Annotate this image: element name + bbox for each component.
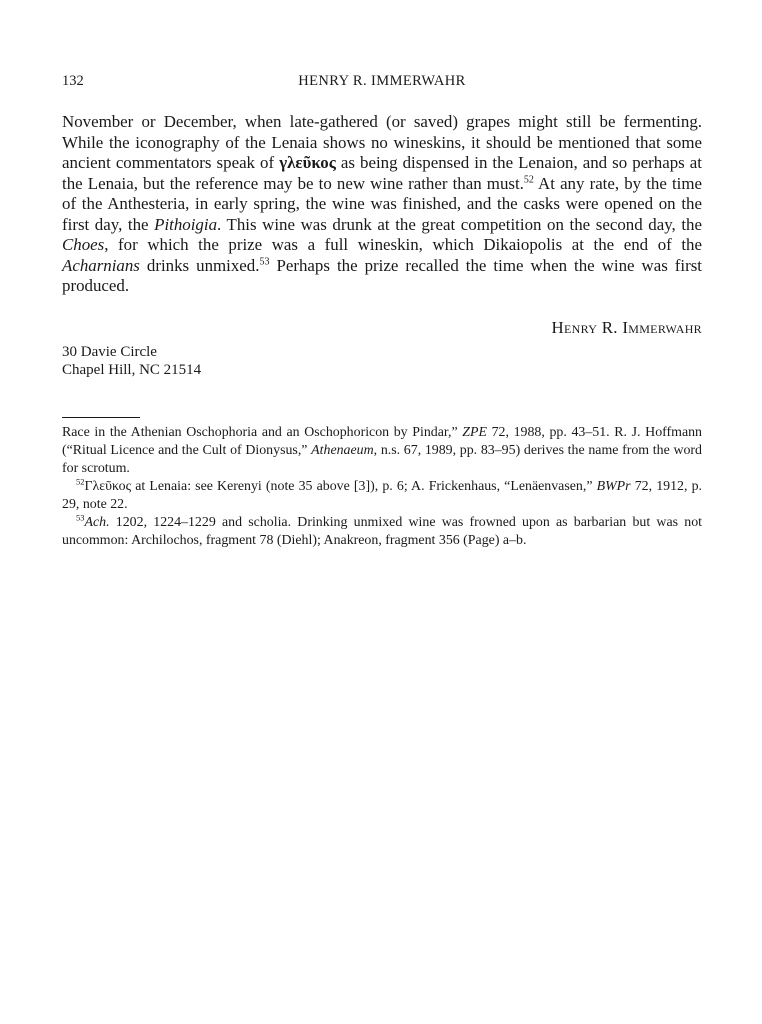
text-run: drinks unmixed. [139,255,260,275]
italic-term: Choes [62,235,105,254]
text-run: . This wine was drunk at the great competition on the second day, the [217,214,702,234]
footnote-53 [62,514,702,550]
text-run: At any rate, by the time of the Anthesteria, in early spring, the wine was finished, and the casks were opened on the first day, the [62,173,702,234]
footnotes [62,424,702,550]
address-line-1: 30 Davie Circle [62,344,157,360]
running-head: HENRY R. IMMERWAHR [298,73,466,89]
author-address [62,344,201,379]
text-run: as being dispensed in the Lenaion, and so perhaps at the Lenaia, but the reference may be to new wine rather than must. [62,153,702,193]
text-run: at Lenaia: see Kerenyi (note 35 above [3]), p. 6; A. Frickenhaus, “Lenäenvasen,” [131,479,597,494]
text-run: Race in the Athenian Oschophoria and an Oschophoricon by Pindar,” [62,425,463,440]
greek-term: Γλεῦκος [84,479,132,494]
body-paragraph [62,112,702,297]
text-run: 72, 1912, p. 29, note 22. [62,479,703,512]
footnote-52 [62,478,702,514]
author-signature: Henry R. Immerwahr [551,318,702,337]
page-number: 132 [62,73,84,89]
footnote-number: 52 [76,476,85,487]
address-line-2: Chapel Hill, NC 21514 [62,361,202,378]
footnote-divider [62,417,140,418]
footnote-ref-52[interactable]: 52 [523,173,534,185]
text-run: 72, 1988, pp. 43–51. R. J. Hoffmann (“Ritual Licence and the Cult of Dionysus,” [62,425,702,458]
text-run: November or December, when late-gathered (or saved) grapes might still be fermenting. While the iconography of the Lenaia shows no wineskins, it should be mentioned that some ancient commentators speak of [62,112,702,172]
italic-term: ZPE [462,425,487,440]
text-run: 1202, 1224–1229 and scholia. Drinking unmixed wine was frowned upon as barbarian but was not uncommon: Archilochos, fragment 78 (Diehl); Anakreon, fragment 356 (Page) a–b. [62,515,702,548]
footnote-continuation [62,424,702,478]
text-run: , n.s. 67, 1989, pp. 83–95) derives the name from the word for scrotum. [62,443,702,476]
italic-term: BWPr [596,479,631,494]
italic-term: Pithoigia [154,214,218,234]
footnote-number: 53 [76,512,85,523]
italic-term: Acharnians [62,255,140,275]
body-text [62,112,702,297]
page-header [62,73,702,95]
greek-term: γλεῦκος [279,153,336,172]
italic-term: Athenaeum [311,443,374,458]
footnote-ref-53[interactable]: 53 [259,255,270,267]
text-run: , for which the prize was a full wineskin, which Dikaiopolis at the end of the [104,235,702,254]
text-run: Perhaps the prize recalled the time when the wine was first produced. [62,255,702,295]
italic-term: Ach. [84,515,110,530]
